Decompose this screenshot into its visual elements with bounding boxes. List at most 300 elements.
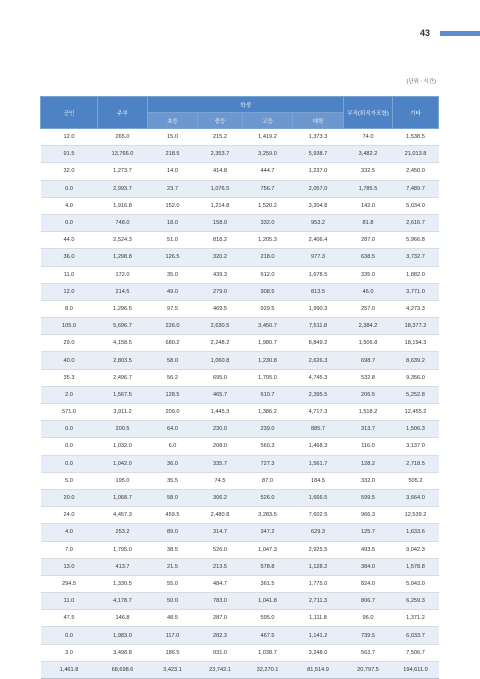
table-cell: 116.0 [344,438,393,455]
table-cell: 3,911.2 [98,404,148,421]
table-cell: 332.0 [344,472,393,489]
table-cell: 4.0 [41,197,98,214]
table-cell: 966.3 [344,507,393,524]
table-cell: 1,419.2 [243,129,293,146]
table-cell: 218.5 [148,146,198,163]
header-university: 대학 [293,113,344,129]
table-cell: 214.5 [98,283,148,300]
table-cell: 265.0 [98,129,148,146]
table-cell: 5,938.7 [293,146,344,163]
table-cell: 125.7 [344,524,393,541]
table-cell: 5,696.7 [98,318,148,335]
table-cell: 68,698.6 [98,661,148,678]
table-cell: 612.0 [243,266,293,283]
table-cell: 2,450.0 [393,163,439,180]
table-cell: 2,630.5 [198,318,243,335]
table-cell: 3,498.8 [98,644,148,661]
table-cell: 8,849.2 [293,335,344,352]
table-cell: 58.0 [148,352,198,369]
table-row [41,180,439,197]
table-cell: 1,990.3 [293,300,344,317]
table-cell: 13.0 [41,558,98,575]
table-cell: 638.5 [344,249,393,266]
table-cell: 21,013.8 [393,146,439,163]
table-cell: 1,916.8 [98,197,148,214]
table-cell: 3,664.0 [393,489,439,506]
table-cell: 4,273.3 [393,300,439,317]
table-cell: 117.0 [148,627,198,644]
table-cell: 459.5 [148,507,198,524]
table-cell: 4,158.5 [98,335,148,352]
table-cell: 5,966.8 [393,232,439,249]
table-cell: 38.5 [148,541,198,558]
table-cell: 23,742.1 [198,661,243,678]
table-cell: 206.5 [344,386,393,403]
table-cell: 1,461.8 [41,661,98,678]
table-cell: 1,520.2 [243,197,293,214]
header-other: 기타 [393,97,439,129]
table-cell: 15.0 [148,129,198,146]
table-cell: 505.2 [393,472,439,489]
table-cell: 610.7 [243,386,293,403]
table-cell: 1,561.7 [293,455,344,472]
table-cell: 1,296.5 [98,300,148,317]
table-cell: 239.0 [243,421,293,438]
table-cell: 1,518.2 [344,404,393,421]
table-cell: 152.0 [148,197,198,214]
table-row [41,163,439,180]
table-cell: 142.0 [344,197,393,214]
table-row [41,438,439,455]
table-cell: 1,128.2 [293,558,344,575]
table-cell: 5,252.8 [393,386,439,403]
table-cell: 332.0 [243,214,293,231]
table-cell: 1,882.0 [393,266,439,283]
table-cell: 128.5 [148,386,198,403]
table-cell: 314.7 [198,524,243,541]
table-row [41,352,439,369]
table-cell: 3,204.8 [293,197,344,214]
table-cell: 347.2 [243,524,293,541]
table-cell: 18,377.2 [393,318,439,335]
table-cell: 14.0 [148,163,198,180]
table-cell: 50.0 [148,593,198,610]
table-cell: 1,775.0 [293,575,344,592]
table-cell: 56.2 [148,369,198,386]
table-cell: 12.0 [41,129,98,146]
table-cell: 21.5 [148,558,198,575]
table-cell: 226.0 [148,318,198,335]
table-cell: 1,506.3 [393,421,439,438]
table-cell: 215.2 [198,129,243,146]
table-cell: 4,717.3 [293,404,344,421]
table-cell: 282.3 [198,627,243,644]
table-cell: 91.5 [41,146,98,163]
table-cell: 313.7 [344,421,393,438]
table-cell: 467.5 [243,627,293,644]
table-cell: 465.7 [198,386,243,403]
table-cell: 81,514.9 [293,661,344,678]
table-cell: 2,524.3 [98,232,148,249]
table-row [41,232,439,249]
table-cell: 1,468.3 [293,438,344,455]
table-cell: 739.5 [344,627,393,644]
table-cell: 2,248.2 [198,335,243,352]
table-cell: 44.0 [41,232,98,249]
table-cell: 35.5 [148,472,198,489]
table-cell: 3,423.1 [148,661,198,678]
table-row [41,129,439,146]
page-number: 43 [420,28,431,38]
table-cell: 195.0 [98,472,148,489]
unit-label: (단위 : 시간) [406,79,436,85]
table-cell: 929.5 [243,300,293,317]
table-cell: 5,043.0 [393,575,439,592]
table-row [41,507,439,524]
table-cell: 7,506.7 [393,644,439,661]
table-cell: 8.0 [41,300,98,317]
table-row [41,627,439,644]
table-cell: 20.0 [41,489,98,506]
table-cell: 526.0 [243,489,293,506]
table-cell: 9,356.0 [393,369,439,386]
table-cell: 599.5 [344,489,393,506]
table-cell: 294.5 [41,575,98,592]
table-cell: 560.3 [243,438,293,455]
table-cell: 595.0 [243,610,293,627]
table-cell: 7,511.8 [293,318,344,335]
table-cell: 48.5 [148,610,198,627]
table-row [41,524,439,541]
table-cell: 13,766.0 [98,146,148,163]
table-cell: 384.0 [344,558,393,575]
table-cell: 756.7 [243,180,293,197]
table-cell: 444.7 [243,163,293,180]
table-cell: 2,057.0 [293,180,344,197]
table-cell: 748.0 [98,214,148,231]
table-cell: 571.0 [41,404,98,421]
table-cell: 931.0 [198,644,243,661]
table-cell: 6,033.7 [393,627,439,644]
table-cell: 23.7 [148,180,198,197]
table-row [41,249,439,266]
header-student: 학생 [148,97,344,113]
table-cell: 96.0 [344,610,393,627]
table-cell: 818.2 [198,232,243,249]
table-cell: 64.0 [148,421,198,438]
table-cell: 279.0 [198,283,243,300]
table-cell: 0.0 [41,180,98,197]
table-cell: 320.2 [198,249,243,266]
table-cell: 2,803.5 [98,352,148,369]
table-cell: 2,993.7 [98,180,148,197]
table-cell: 18,194.3 [393,335,439,352]
table-row [41,455,439,472]
table-cell: 218.0 [243,249,293,266]
table-row [41,593,439,610]
header-military: 군인 [41,97,98,129]
table-cell: 128.2 [344,455,393,472]
table-cell: 1,205.3 [243,232,293,249]
total-row [41,661,439,678]
table-cell: 680.2 [148,335,198,352]
table-cell: 3,450.7 [243,318,293,335]
table-cell: 1,578.8 [393,558,439,575]
table-cell: 35.3 [41,369,98,386]
table-cell: 5,034.0 [393,197,439,214]
table-cell: 1,237.0 [293,163,344,180]
table-cell: 2,406.4 [293,232,344,249]
table-cell: 1,060.8 [198,352,243,369]
table-cell: 11.0 [41,593,98,610]
table-cell: 414.8 [198,163,243,180]
table-row [41,300,439,317]
table-row [41,146,439,163]
table-cell: 287.0 [198,610,243,627]
table-cell: 469.5 [198,300,243,317]
table-cell: 4.0 [41,524,98,541]
table-cell: 47.5 [41,610,98,627]
table-cell: 439.3 [198,266,243,283]
table-cell: 186.5 [148,644,198,661]
table-cell: 12,539.2 [393,507,439,524]
table-cell: 12.0 [41,283,98,300]
table-cell: 2,480.8 [198,507,243,524]
table-cell: 9,042.3 [393,541,439,558]
table-cell: 526.0 [198,541,243,558]
table-cell: 1,047.3 [243,541,293,558]
table-cell: 0.0 [41,214,98,231]
table-cell: 0.0 [41,455,98,472]
table-cell: 12,455.2 [393,404,439,421]
table-row [41,644,439,661]
table-cell: 3,771.0 [393,283,439,300]
table-cell: 8,639.2 [393,352,439,369]
table-cell: 563.7 [344,644,393,661]
table-cell: 1,445.3 [198,404,243,421]
table-cell: 3,137.0 [393,438,439,455]
table-cell: 578.8 [243,558,293,575]
table-cell: 484.7 [198,575,243,592]
table-row [41,214,439,231]
table-cell: 1,983.0 [98,627,148,644]
table-cell: 287.0 [344,232,393,249]
table-cell: 1,371.2 [393,610,439,627]
table-cell: 532.8 [344,369,393,386]
table-cell: 209.0 [148,404,198,421]
table-cell: 7,602.5 [293,507,344,524]
table-cell: 3,732.7 [393,249,439,266]
table-cell: 1,068.7 [98,489,148,506]
table-cell: 200.5 [98,421,148,438]
table-cell: 81.8 [344,214,393,231]
table-cell: 1,038.7 [243,644,293,661]
table-cell: 87.0 [243,472,293,489]
table-cell: 0.0 [41,421,98,438]
table-cell: 36.0 [148,455,198,472]
table-cell: 2,384.2 [344,318,393,335]
table-cell: 46.0 [344,283,393,300]
table-cell: 2,626.3 [293,352,344,369]
table-row [41,266,439,283]
table-cell: 361.5 [243,575,293,592]
table-cell: 11.0 [41,266,98,283]
table-cell: 172.0 [98,266,148,283]
table-cell: 5.0 [41,472,98,489]
table-cell: 698.7 [344,352,393,369]
table-cell: 1,032.0 [98,438,148,455]
table-cell: 18.0 [148,214,198,231]
table-cell: 3,283.5 [243,507,293,524]
table-cell: 7.0 [41,541,98,558]
table-cell: 824.0 [344,575,393,592]
table-cell: 1,373.3 [293,129,344,146]
table-cell: 1,666.5 [293,489,344,506]
table-cell: 146.8 [98,610,148,627]
table-cell: 55.0 [148,575,198,592]
table-cell: 89.0 [148,524,198,541]
table-cell: 1,042.0 [98,455,148,472]
table-cell: 2,496.7 [98,369,148,386]
table-cell: 3,248.0 [293,644,344,661]
table-cell: 2,616.7 [393,214,439,231]
table-cell: 813.5 [293,283,344,300]
table-cell: 1,386.2 [243,404,293,421]
table-cell: 126.5 [148,249,198,266]
table-cell: 2,395.5 [293,386,344,403]
table-cell: 1,041.8 [243,593,293,610]
table-cell: 306.2 [198,489,243,506]
table-cell: 1,795.0 [98,541,148,558]
table-cell: 335.0 [344,266,393,283]
table-cell: 58.0 [148,489,198,506]
data-table [40,96,439,679]
table-cell: 1,785.5 [344,180,393,197]
table-row [41,335,439,352]
table-cell: 184.5 [293,472,344,489]
table-cell: 2,925.5 [293,541,344,558]
table-cell: 629.3 [293,524,344,541]
table-cell: 24.0 [41,507,98,524]
table-cell: 727.3 [243,455,293,472]
table-cell: 783.0 [198,593,243,610]
header-housewife: 주부 [98,97,148,129]
table-cell: 1,678.5 [293,266,344,283]
table-row [41,421,439,438]
table-row [41,369,439,386]
table-cell: 253.2 [98,524,148,541]
table-row [41,575,439,592]
table-cell: 1,111.8 [293,610,344,627]
table-cell: 97.5 [148,300,198,317]
table-cell: 695.0 [198,369,243,386]
table-cell: 4,178.7 [98,593,148,610]
table-cell: 1,273.7 [98,163,148,180]
table-cell: 3,259.0 [243,146,293,163]
table-cell: 1,506.8 [344,335,393,352]
table-cell: 953.2 [293,214,344,231]
table-cell: 2,718.5 [393,455,439,472]
table-cell: 35.0 [148,266,198,283]
table-cell: 36.0 [41,249,98,266]
table-cell: 2,353.7 [198,146,243,163]
table-cell: 213.5 [198,558,243,575]
table-cell: 0.0 [41,438,98,455]
table-cell: 1,633.6 [393,524,439,541]
table-cell: 1,298.8 [98,249,148,266]
table-cell: 2,711.3 [293,593,344,610]
table-cell: 74.0 [344,129,393,146]
table-cell: 20,797.5 [344,661,393,678]
table-cell: 257.0 [344,300,393,317]
table-row [41,472,439,489]
header-high: 고등 [243,113,293,129]
table-cell: 208.0 [198,438,243,455]
table-cell: 3.0 [41,644,98,661]
table-row [41,318,439,335]
table-cell: 335.7 [198,455,243,472]
table-cell: 32.0 [41,163,98,180]
table-cell: 1,330.5 [98,575,148,592]
header-elementary: 초등 [148,113,198,129]
table-cell: 1,567.5 [98,386,148,403]
page-accent-bar [440,31,480,36]
table-cell: 6.0 [148,438,198,455]
table-body [41,129,439,679]
table-cell: 194,611.0 [393,661,439,678]
table-row [41,558,439,575]
table-cell: 158.0 [198,214,243,231]
table-cell: 1,076.5 [198,180,243,197]
table-row [41,386,439,403]
table-cell: 3,482.2 [344,146,393,163]
table-cell: 32,270.1 [243,661,293,678]
table-cell: 1,705.0 [243,369,293,386]
table-cell: 413.7 [98,558,148,575]
table-cell: 4,745.3 [293,369,344,386]
table-cell: 1,980.7 [243,335,293,352]
table-cell: 332.5 [344,163,393,180]
header-unemployed: 무직(퇴직자포함) [344,97,393,129]
table-cell: 40.0 [41,352,98,369]
table-cell: 29.0 [41,335,98,352]
table-cell: 885.7 [293,421,344,438]
table-cell: 230.0 [198,421,243,438]
table-cell: 105.0 [41,318,98,335]
table-row [41,404,439,421]
table-cell: 1,214.8 [198,197,243,214]
table-cell: 7,489.7 [393,180,439,197]
table-cell: 1,538.5 [393,129,439,146]
table-row [41,541,439,558]
header-middle: 중등 [198,113,243,129]
table-cell: 493.5 [344,541,393,558]
table-row [41,197,439,214]
table-cell: 806.7 [344,593,393,610]
table-cell: 49.0 [148,283,198,300]
table-cell: 977.3 [293,249,344,266]
table-cell: 308.5 [243,283,293,300]
table-cell: 1,141.2 [293,627,344,644]
table-cell: 2.0 [41,386,98,403]
table-row [41,610,439,627]
table-cell: 51.0 [148,232,198,249]
table-cell: 1,230.8 [243,352,293,369]
table-row [41,489,439,506]
table-cell: 0.0 [41,627,98,644]
table-cell: 4,457.3 [98,507,148,524]
table-cell: 6,259.3 [393,593,439,610]
